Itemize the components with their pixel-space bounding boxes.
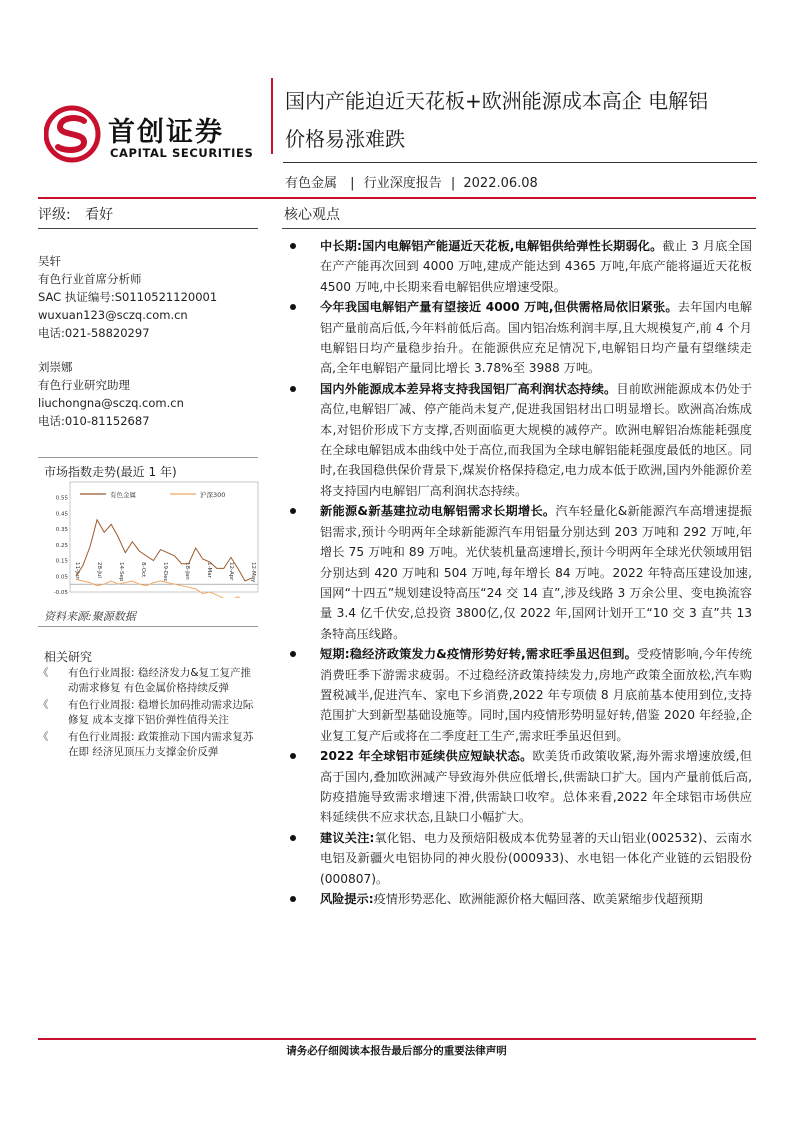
item-body: 目前欧洲能源成本仍处于高位,电解铝厂减、停产能尚未复产,促进我国铝材出口明显增长。欧洲高冶炼成本,对铝价形成下方支撑,否则面临更大规模的减停产。欧洲电解铝冶炼能耗强度在全球电解铝成本曲线中处于高位,而我国为全球电解铝能耗强度最低的地区。同时,在我国稳供保价背景下,煤炭价格保持稳定,电力成本低于欧洲,国内外能源价差将支持国内电解铝厂高利润状态持续。: [320, 381, 753, 498]
logo-text-cn: 首创证券: [108, 117, 224, 148]
report-date: 2022.06.08: [463, 176, 538, 191]
analyst-role: 有色行业研究助理: [38, 378, 130, 392]
core-view-item: [290, 236, 752, 297]
logo-mark-icon: [44, 104, 104, 164]
analyst-license: SAC 执证编号:S0110521120001: [38, 290, 218, 304]
related-item[interactable]: [38, 730, 260, 760]
y-tick-label: 0.55: [55, 495, 68, 502]
item-heading: 中长期:国内电解铝产能逼近天花板,电解铝供给弹性长期弱化。: [320, 239, 663, 253]
company-logo: [44, 104, 256, 164]
logo-text-en: CAPITAL SECURITIES: [110, 146, 254, 160]
y-tick-label: 0.15: [55, 558, 68, 565]
meta-separator: |: [450, 176, 456, 191]
header-divider: [38, 197, 756, 199]
related-research-title: 相关研究: [44, 650, 93, 664]
related-item-text: 有色行业周报: 政策推动下国内需求复苏在即 经济见顶压力支撑金价反弹: [68, 731, 254, 758]
analyst-role: 有色行业首席分析师: [38, 272, 142, 286]
item-heading: 短期:稳经济政策发力&疫情形势好转,需求旺季虽迟但到。: [320, 647, 637, 662]
item-body: 疫情形势恶化、欧洲能源价格大幅回落、欧美紧缩步伐超预期: [373, 892, 703, 906]
core-view-item: [290, 644, 752, 746]
analyst-phone: 电话:010-81152687: [38, 414, 150, 428]
item-heading: 今年我国电解铝产量有望接近 4000 万吨,但供需格局依旧紧张。: [320, 300, 678, 315]
analyst-phone: 电话:021-58820297: [38, 326, 150, 340]
quote-mark: 《: [38, 699, 49, 711]
report-title-line-1: 国内产能迫近天花板+欧洲能源成本高企 电解铝: [285, 89, 709, 113]
analyst-email: liuchongna@sczq.com.cn: [38, 396, 184, 410]
y-tick-label: 0.45: [55, 511, 68, 518]
chart-title: 市场指数走势(最近 1 年): [44, 465, 177, 479]
analyst-name: 刘崇娜: [38, 360, 73, 374]
analyst-card: [38, 252, 217, 342]
item-heading: 国内外能源成本差异将支持我国铝厂高利润状态持续。: [320, 381, 617, 396]
bullet-icon: [290, 753, 296, 759]
rating-label: 评级:: [38, 207, 71, 223]
bullet-icon: [290, 304, 296, 310]
x-tick-label: 8-Oct: [140, 562, 146, 578]
x-tick-label: 11-Jun: [74, 562, 80, 580]
y-tick-label: 0.25: [55, 542, 68, 549]
bullet-icon: [290, 651, 296, 657]
title-accent-bar: [271, 78, 273, 154]
footer-divider: [38, 1038, 756, 1040]
item-body: 截止 3 月底全国在产产能再次回到 4000 万吨,建成产能达到 4365 万吨,年底产能将逼近天花板 4500 万吨,中长期来看电解铝供应增速受限。: [320, 239, 752, 294]
legend-label: 有色金属: [110, 491, 136, 499]
bullet-icon: [290, 386, 296, 392]
core-view-item: [290, 828, 752, 889]
core-view-list: [290, 236, 752, 909]
quote-mark: 《: [38, 667, 49, 679]
y-tick-label: -0.05: [53, 590, 68, 596]
item-body: 欧美货币政策收紧,海外需求增速放缓,但高于国内,叠加欧洲减产导致海外供应低增长,供需缺口扩大。国内产量前低后高,防疫措施导致需求增速下滑,供需缺口收窄。总体来看,2022 年全球铝市场供应料延续供不应求状态,且缺口小幅扩大。: [320, 749, 752, 825]
related-research-list: [38, 666, 260, 762]
core-view-item: [290, 297, 752, 379]
core-view-item: [290, 379, 752, 501]
core-view-item: [290, 746, 752, 828]
title-divider: [283, 162, 757, 163]
sector-label: 有色金属: [285, 176, 338, 191]
chart-source: 资料来源:聚源数据: [44, 610, 136, 623]
chart-svg: [40, 478, 262, 598]
bullet-icon: [290, 243, 296, 249]
item-heading: 新能源&新基建拉动电解铝需求长期增长。: [320, 504, 556, 519]
related-item-text: 有色行业周报: 稳经济发力&复工复产推动需求修复 有色金属价格持续反弹: [68, 667, 252, 694]
bullet-icon: [290, 835, 296, 841]
x-tick-label: 19-Dec: [162, 562, 168, 582]
x-tick-label: 12-Apr: [228, 562, 234, 581]
chart-divider: [38, 457, 258, 458]
related-item[interactable]: [38, 698, 260, 728]
x-tick-label: 28-Jul: [96, 562, 102, 578]
legal-notice[interactable]: 请务必仔细阅读本报告最后部分的重要法律声明: [286, 1045, 507, 1057]
core-view-title: 核心观点: [284, 207, 340, 223]
report-title-line-2: 价格易涨难跌: [285, 127, 405, 151]
rating-divider: [38, 228, 258, 229]
core-view-item: [290, 889, 752, 909]
market-index-chart: [40, 478, 262, 598]
core-view-item: [290, 501, 752, 644]
related-item-text: 有色行业周报: 稳增长加码推动需求边际修复 成本支撑下铝价弹性值得关注: [68, 699, 254, 726]
item-heading: 建议关注:: [320, 830, 375, 845]
report-type: 行业深度报告: [363, 176, 442, 191]
item-heading: 风险提示:: [320, 892, 374, 906]
item-body: 汽车轻量化&新能源汽车高增速提振铝需求,预计今明两年全球新能源汽车用铝量分别达到 203 万吨和 292 万吨,年增长 75 万吨和 89 万吨。光伏装机量高速增长,预计今明两年全球光伏领域用铝分别达到 420 万吨和 504 万吨,每年增长 84 万吨。2022 年特高压建设加速,国网“十四五”规划建设特高压“24 交 14 直”,涉及线路 3 万余公里、变电换流容量 3.4 亿千伏安,总投资 3800亿,仅 2022 年,国网计划开工“10 交 3 直”共 13 条特高压线路。: [320, 504, 752, 641]
analyst-card: [38, 358, 184, 430]
meta-separator: |: [350, 176, 355, 191]
rating-value: 看好: [85, 207, 114, 223]
source-divider: [38, 626, 258, 627]
quote-mark: 《: [38, 731, 49, 743]
item-body: 受疫情影响,今年传统消费旺季下游需求疲弱。不过稳经济政策持续发力,房地产政策全面放松,汽车购置税减半,促进汽车、家电下乡消费,2022 年专项债 8 月底前基本使用到位,支持范围扩大到新型基础设施等。同时,国内疫情形势明显好转,借鉴 2020 年经验,企业复工复产后或将在二季度赶工生产,需求旺季虽迟但到。: [320, 647, 752, 743]
legend-label: 沪深300: [200, 491, 226, 499]
x-tick-label: 18-Jan: [184, 562, 190, 580]
y-tick-label: 0.35: [55, 527, 68, 534]
analyst-email: wuxuan123@sczq.com.cn: [38, 308, 188, 322]
analyst-name: 吴轩: [38, 254, 61, 268]
item-body: 氧化铝、电力及预焙阳极成本优势显著的天山铝业(002532)、云南水电铝及新疆火电铝协同的神火股份(000933)、水电铝一体化产业链的云铝股份(000807)。: [320, 830, 752, 886]
bullet-icon: [290, 896, 296, 902]
related-item[interactable]: [38, 666, 260, 696]
rating: [38, 204, 113, 224]
x-tick-label: 12-May: [250, 562, 256, 583]
item-heading: 2022 年全球铝市延续供应短缺状态。: [320, 749, 533, 764]
y-tick-label: 0.05: [55, 574, 68, 581]
x-tick-label: 14-Sep: [118, 562, 124, 582]
report-meta: [285, 172, 538, 191]
report-title: [285, 82, 755, 158]
x-tick-label: 1-Mar: [206, 562, 212, 578]
item-body: 去年国内电解铝产量前高后低,今年料前低后高。国内铝冶炼利润丰厚,且大规模复产,前 4 个月电解铝日均产量稳步抬升。在能源供应充足情况下,电解铝日均产量有望继续走高,全年电解铝产量同比增长 3.78%至 3988 万吨。: [320, 300, 753, 376]
series-line-csi300: [76, 579, 252, 598]
bullet-icon: [290, 508, 296, 514]
core-divider: [282, 228, 756, 229]
